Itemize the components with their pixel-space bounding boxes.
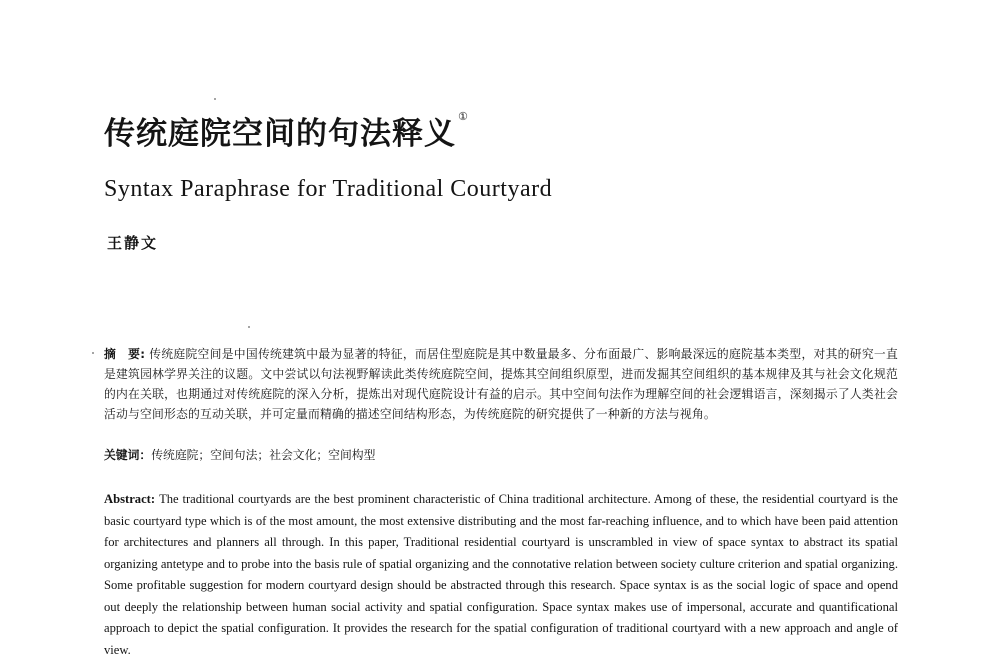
title-cn-text: 传统庭院空间的句法释义: [104, 116, 456, 152]
keywords-cn-text: 传统庭院；空间句法；社会文化；空间构型: [151, 448, 376, 462]
abstract-en: [104, 489, 898, 661]
title-footnote-marker: ①: [458, 110, 469, 123]
abstract-cn-label: 摘 要: [104, 347, 141, 361]
abstract-en-text: The traditional courtyards are the best prominent characteristic of China traditional architecture. Among of these, the residential courtyard is the basic courtyard type which is of the most amount, the most extensive distributing and the most far-reaching influence, and to which have been paid attention for architectures and planners all through. In this paper, Traditional residential courtyard is unscrambled in view of space syntax to abstract its spatial organizing antetype and to probe into the basis rule of spatial organizing and the connotative relation between society culture criterion and spatial organizing. Some profitable suggestion for modern courtyard design should be abstracted through this research. Space syntax is as the social logic of space and opend out deeply the relationship between human social activity and spatial configuration. Space syntax makes use of impersonal, accurate and quantificational approach to depict the spatial configuration. It provides the research for the spatial configuration of traditional courtyard with a new approach and angle of view.: [104, 492, 898, 657]
abstract-en-label: Abstract:: [104, 492, 156, 506]
paper-title-en: Syntax Paraphrase for Traditional Courtyard: [104, 176, 553, 202]
paper-title-cn: [104, 108, 469, 153]
abstract-cn: [104, 344, 898, 424]
scan-speck: [248, 326, 250, 328]
keywords-cn-label: 关键词: [104, 448, 140, 462]
keywords-cn-colon: ：: [139, 448, 152, 462]
author-name: 王静文: [107, 234, 159, 252]
keywords-cn: [104, 446, 898, 464]
abstract-cn-colon: :: [140, 347, 146, 361]
scan-speck: [92, 352, 94, 354]
scan-speck: [214, 98, 216, 100]
abstract-cn-text: 传统庭院空间是中国传统建筑中最为显著的特征，而居住型庭院是其中数量最多、分布面最广、影响最深远的庭院基本类型，对其的研究一直是建筑园林学界关注的议题。文中尝试以句法视野解读此类传统庭院空间，提炼其空间组织原型，进而发掘其空间组织的基本规律及其与社会文化规范的内在关联，也期通过对传统庭院的深入分析，提炼出对现代庭院设计有益的启示。其中空间句法作为理解空间的社会逻辑语言，深刻揭示了人类社会活动与空间形态的互动关联，并可定量而精确的描述空间结构形态，为传统庭院的研究提供了一种新的方法与视角。: [104, 347, 898, 421]
